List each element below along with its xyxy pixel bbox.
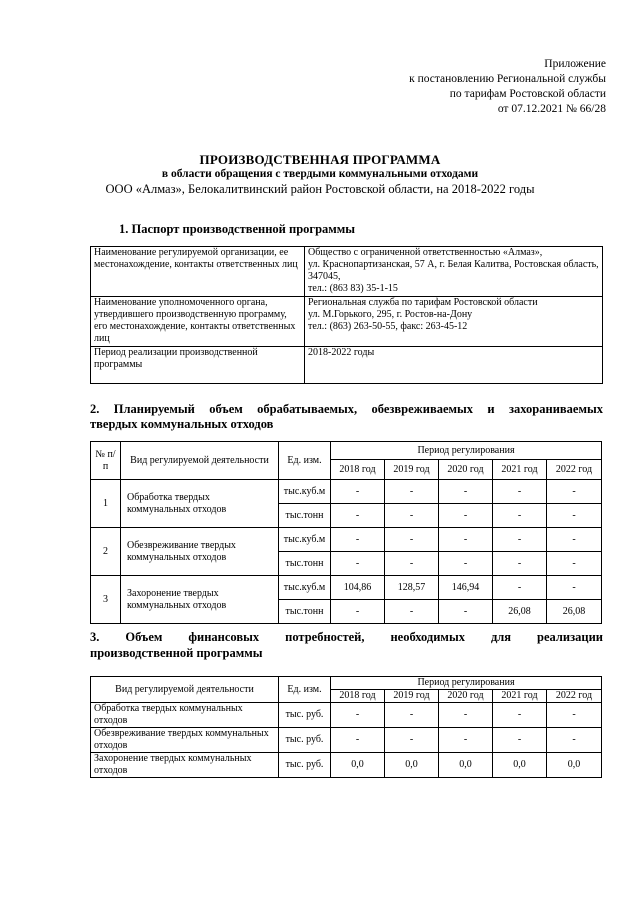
col-header-year: 2021 год xyxy=(493,460,547,480)
appendix-line: по тарифам Ростовской области xyxy=(449,88,606,100)
col-header-unit: Ед. изм. xyxy=(279,677,331,703)
cell-value: - xyxy=(547,528,602,552)
section3-heading-line1: 3. Объем финансовых потребностей, необходимых для реализации xyxy=(90,630,603,644)
table-header-row xyxy=(91,442,602,460)
cell-value: - xyxy=(331,480,385,504)
row-activity: Обезвреживание твердых коммунальных отходов xyxy=(91,728,279,753)
cell-value: - xyxy=(547,504,602,528)
cell-value: - xyxy=(547,552,602,576)
col-header-activity: Вид регулируемой деятельности xyxy=(91,677,279,703)
table-row xyxy=(91,347,603,384)
col-header-period: Период регулирования xyxy=(331,677,602,690)
row-num: 2 xyxy=(91,528,121,576)
cell-value: - xyxy=(439,728,493,753)
col-header-year: 2022 год xyxy=(547,690,602,703)
cell-value: - xyxy=(547,728,602,753)
appendix-header xyxy=(409,57,606,117)
cell-value: - xyxy=(385,528,439,552)
row-unit: тыс.куб.м xyxy=(279,480,331,504)
table-row xyxy=(91,297,603,347)
row-activity: Обработка твердых коммунальных отходов xyxy=(121,480,279,528)
cell-value: - xyxy=(331,504,385,528)
cell-value: - xyxy=(493,728,547,753)
col-header-num: № п/п xyxy=(91,442,121,480)
section2-heading-line1: 2. Планируемый объем обрабатываемых, обезвреживаемых и захораниваемых xyxy=(90,402,603,416)
row-unit: тыс. руб. xyxy=(279,753,331,778)
cell-value: - xyxy=(331,528,385,552)
cell-value: 0,0 xyxy=(331,753,385,778)
row-activity: Захоронение твердых коммунальных отходов xyxy=(91,753,279,778)
cell-value: - xyxy=(493,552,547,576)
section1-heading: 1. Паспорт производственной программы xyxy=(119,222,356,236)
appendix-line: от 07.12.2021 № 66/28 xyxy=(497,103,606,115)
row-unit: тыс. руб. xyxy=(279,728,331,753)
row-num: 1 xyxy=(91,480,121,528)
col-header-year: 2021 год xyxy=(493,690,547,703)
table-row xyxy=(91,480,602,504)
cell-value: - xyxy=(493,703,547,728)
cell-value: 146,94 xyxy=(439,576,493,600)
passport-value: 2018-2022 годы xyxy=(305,347,603,384)
passport-label: Наименование регулируемой организации, ее местонахождение, контакты ответственных лиц xyxy=(91,247,305,297)
cell-value: - xyxy=(331,552,385,576)
cell-value: - xyxy=(439,528,493,552)
title-sub: в области обращения с твердыми коммунальными отходами xyxy=(161,168,479,180)
cell-value: 0,0 xyxy=(439,753,493,778)
table-header-row xyxy=(91,677,602,690)
row-num: 3 xyxy=(91,576,121,624)
cell-value: - xyxy=(547,576,602,600)
cell-value: - xyxy=(385,480,439,504)
title-main: ПРОИЗВОДСТВЕННАЯ ПРОГРАММА xyxy=(199,152,441,167)
cell-value: 26,08 xyxy=(547,600,602,624)
row-unit: тыс.тонн xyxy=(279,600,331,624)
cell-value: - xyxy=(331,728,385,753)
finance-table xyxy=(90,676,602,778)
table-row xyxy=(91,753,602,778)
cell-value: - xyxy=(439,480,493,504)
cell-value: - xyxy=(493,528,547,552)
section2-heading-line2: твердых коммунальных отходов xyxy=(90,417,274,431)
cell-value: 0,0 xyxy=(547,753,602,778)
cell-value: 104,86 xyxy=(331,576,385,600)
row-activity: Захоронение твердых коммунальных отходов xyxy=(121,576,279,624)
cell-value: - xyxy=(547,480,602,504)
passport-table xyxy=(90,246,603,384)
row-unit: тыс.тонн xyxy=(279,552,331,576)
passport-value: Региональная служба по тарифам Ростовской области ул. М.Горького, 295, г. Ростов-на-Дону тел.: (863) 263-50-55, факс: 263-45-12 xyxy=(305,297,603,347)
cell-value: - xyxy=(331,600,385,624)
row-activity: Обезвреживание твердых коммунальных отходов xyxy=(121,528,279,576)
volume-table xyxy=(90,441,602,624)
document-title xyxy=(0,152,640,197)
cell-value: - xyxy=(493,576,547,600)
col-header-year: 2022 год xyxy=(547,460,602,480)
cell-value: - xyxy=(385,728,439,753)
table-row xyxy=(91,247,603,297)
passport-value: Общество с ограниченной ответственностью «Алмаз», ул. Краснопартизанская, 57 А, г. Белая Калитва, Ростовская область, 347045, тел.: (863 83) 35-1-15 xyxy=(305,247,603,297)
row-activity: Обработка твердых коммунальных отходов xyxy=(91,703,279,728)
row-unit: тыс. руб. xyxy=(279,703,331,728)
col-header-period: Период регулирования xyxy=(331,442,602,460)
section3-heading-line2: производственной программы xyxy=(90,646,263,660)
col-header-activity: Вид регулируемой деятельности xyxy=(121,442,279,480)
passport-label: Наименование уполномоченного органа, утвердившего производственную программу, его местонахождение, контакты ответственных лиц xyxy=(91,297,305,347)
cell-value: 0,0 xyxy=(385,753,439,778)
table-row xyxy=(91,703,602,728)
col-header-year: 2019 год xyxy=(385,460,439,480)
cell-value: - xyxy=(331,703,385,728)
cell-value: - xyxy=(439,600,493,624)
cell-value: - xyxy=(439,552,493,576)
table-row xyxy=(91,576,602,600)
col-header-year: 2020 год xyxy=(439,460,493,480)
table-row xyxy=(91,528,602,552)
cell-value: - xyxy=(385,552,439,576)
row-unit: тыс.тонн xyxy=(279,504,331,528)
col-header-year: 2019 год xyxy=(385,690,439,703)
title-org: ООО «Алмаз», Белокалитвинский район Ростовской области, на 2018-2022 годы xyxy=(105,182,535,196)
appendix-line: Приложение xyxy=(544,58,606,70)
col-header-unit: Ед. изм. xyxy=(279,442,331,480)
cell-value: 0,0 xyxy=(493,753,547,778)
cell-value: - xyxy=(493,504,547,528)
cell-value: - xyxy=(439,703,493,728)
cell-value: 26,08 xyxy=(493,600,547,624)
cell-value: 128,57 xyxy=(385,576,439,600)
cell-value: - xyxy=(385,504,439,528)
cell-value: - xyxy=(493,480,547,504)
col-header-year: 2018 год xyxy=(331,460,385,480)
cell-value: - xyxy=(385,600,439,624)
row-unit: тыс.куб.м xyxy=(279,576,331,600)
col-header-year: 2020 год xyxy=(439,690,493,703)
cell-value: - xyxy=(547,703,602,728)
passport-label: Период реализации производственной программы xyxy=(91,347,305,384)
table-row xyxy=(91,728,602,753)
cell-value: - xyxy=(439,504,493,528)
col-header-year: 2018 год xyxy=(331,690,385,703)
appendix-line: к постановлению Региональной службы xyxy=(409,73,606,85)
cell-value: - xyxy=(385,703,439,728)
row-unit: тыс.куб.м xyxy=(279,528,331,552)
